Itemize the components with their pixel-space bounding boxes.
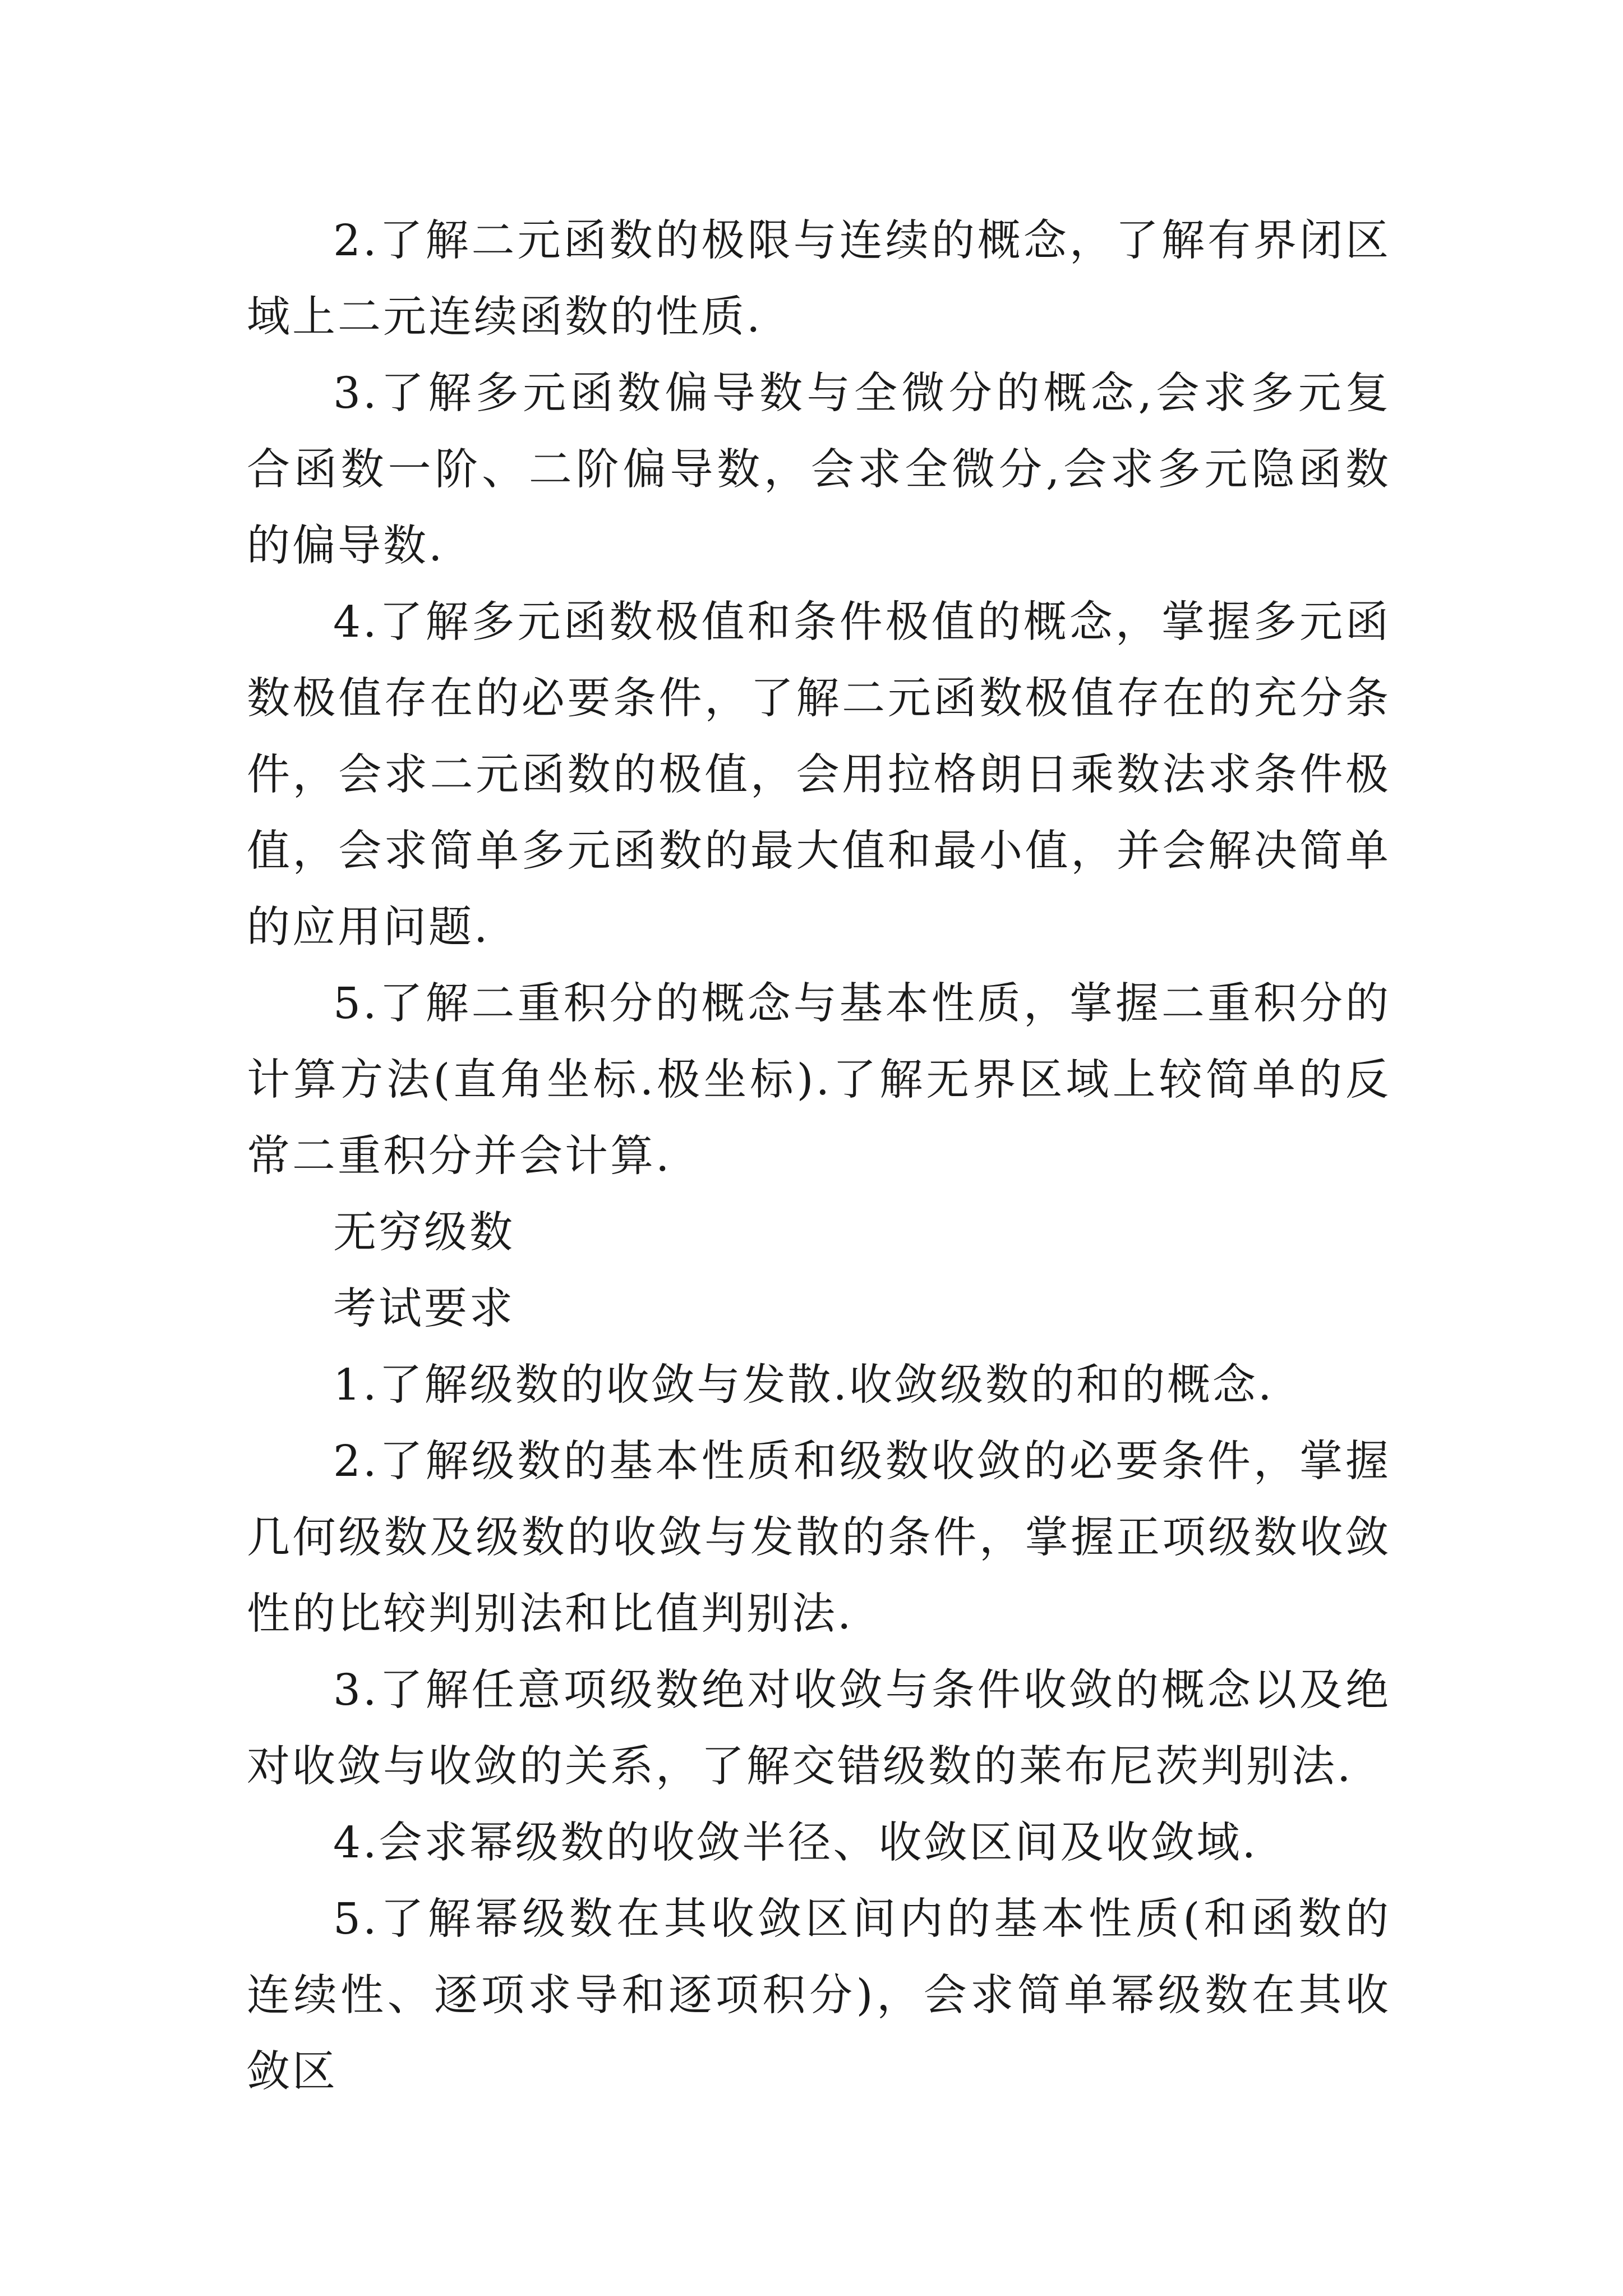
document-body xyxy=(247,203,1391,2110)
paragraph-2-series-properties: 2.了解级数的基本性质和级数收敛的必要条件，掌握几何级数及级数的收敛与发散的条件，掌握正项级数收敛性的比较判别法和比值判别法. xyxy=(247,1437,1391,1639)
paragraph-5-double-integrals: 5.了解二重积分的概念与基本性质，掌握二重积分的计算方法(直角坐标.极坐标).了解无界区域上较简单的反常二重积分并会计算. xyxy=(247,979,1391,1181)
paragraph-5-power-series-properties: 5.了解幂级数在其收敛区间内的基本性质(和函数的连续性、逐项求导和逐项积分)，会求简单幂级数在其收敛区 xyxy=(247,1894,1391,2097)
paragraph-4-extrema: 4.了解多元函数极值和条件极值的概念，掌握多元函数极值存在的必要条件，了解二元函数极值存在的充分条件，会求二元函数的极值，会用拉格朗日乘数法求条件极值，会求简单多元函数的最大值和最小值，并会解决简单的应用问题. xyxy=(247,597,1391,953)
section-heading-infinite-series: 无穷级数 xyxy=(333,1208,515,1258)
paragraph-3-partial-derivatives: 3.了解多元函数偏导数与全微分的概念,会求多元复合函数一阶、二阶偏导数，会求全微分,会求多元隐函数的偏导数. xyxy=(247,369,1391,571)
section-subheading-exam-requirements: 考试要求 xyxy=(333,1284,515,1334)
paragraph-3-absolute-convergence: 3.了解任意项级数绝对收敛与条件收敛的概念以及绝对收敛与收敛的关系，了解交错级数的莱布尼茨判别法. xyxy=(247,1665,1391,1792)
paragraph-1-series-convergence: 1.了解级数的收敛与发散.收敛级数的和的概念. xyxy=(333,1360,1274,1410)
paragraph-4-power-series-radius: 4.会求幂级数的收敛半径、收敛区间及收敛域. xyxy=(333,1818,1258,1868)
paragraph-2-bivariate-limits: 2.了解二元函数的极限与连续的概念，了解有界闭区域上二元连续函数的性质. xyxy=(247,216,1391,342)
